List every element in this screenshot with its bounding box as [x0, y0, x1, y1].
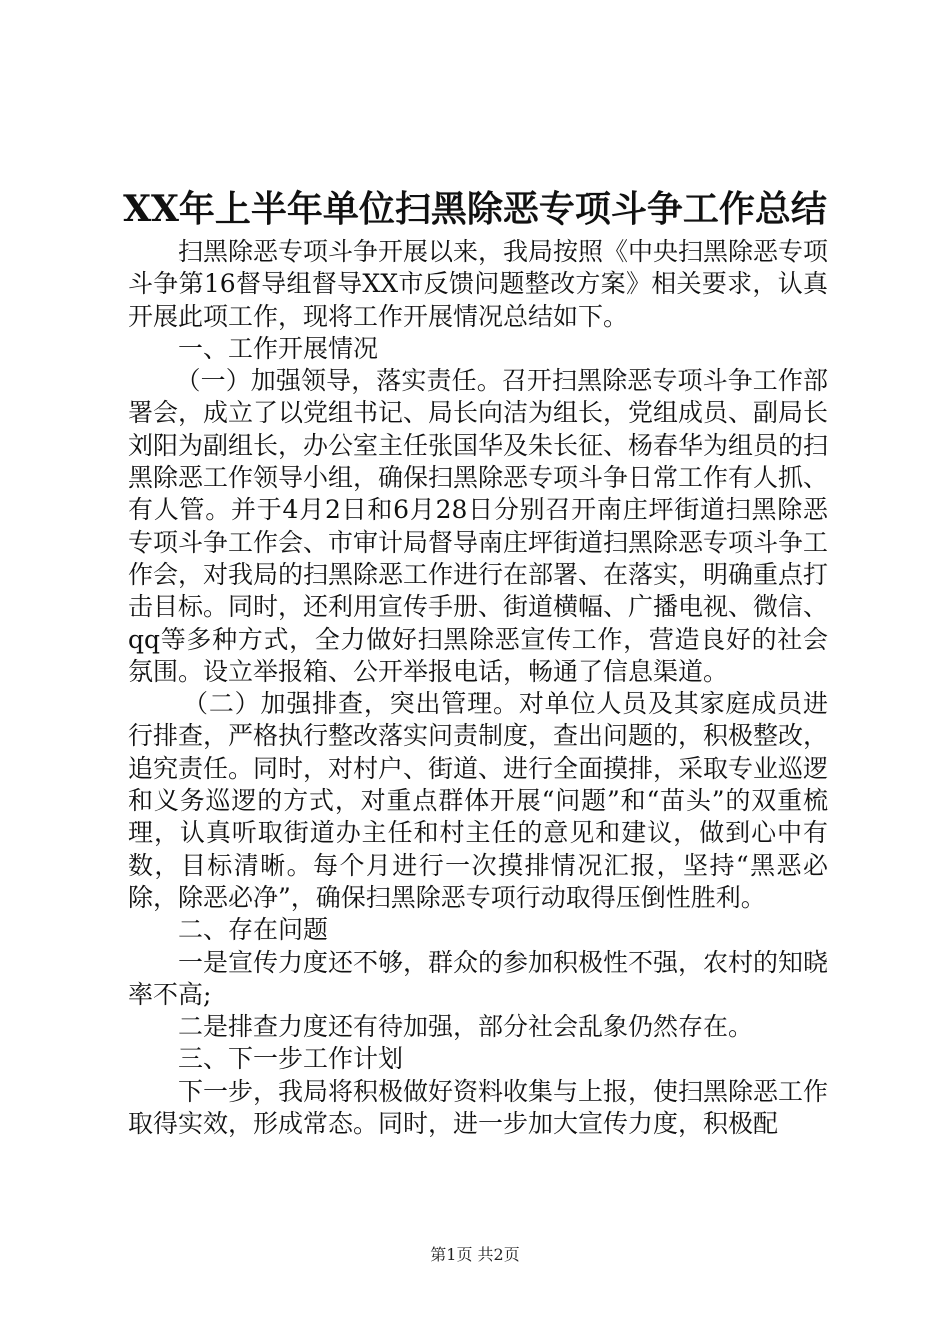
- paragraph-intro: 扫黑除恶专项斗争开展以来，我局按照《中央扫黑除恶专项斗争第16督导组督导XX市反馈问题整改方案》相关要求，认真开展此项工作，现将工作开展情况总结如下。: [128, 237, 829, 331]
- section-heading-3: 三、下一步工作计划: [178, 1044, 404, 1074]
- paragraph-inspection: （二）加强排查，突出管理。对单位人员及其家庭成员进行排查，严格执行整改落实问责制度，查出问题的，积极整改，追究责任。同时，对村户、街道、进行全面摸排，采取专业巡逻和义务巡逻的方式，对重点群体开展“问题”和“苗头”的双重梳理，认真听取街道办主任和村主任的意见和建议，做到心中有数，目标清晰。每个月进行一次摸排情况汇报，坚持“黑恶必除，除恶必净”，确保扫黑除恶专项行动取得压倒性胜利。: [128, 689, 829, 912]
- paragraph-problem-2: 二是排查力度还有待加强，部分社会乱象仍然存在。: [178, 1012, 754, 1042]
- section-heading-1: 一、工作开展情况: [178, 333, 379, 363]
- paragraph-leadership: （一）加强领导，落实责任。召开扫黑除恶专项斗争工作部署会，成立了以党组书记、局长向洁为组长，党组成员、副局长刘阳为副组长，办公室主任张国华及朱长征、杨春华为组员的扫黑除恶工作领导小组，确保扫黑除恶专项斗争日常工作有人抓、有人管。并于4月2日和6月28日分别召开南庄坪街道扫黑除恶专项斗争工作会、市审计局督导南庄坪街道扫黑除恶专项斗争工作会，对我局的扫黑除恶工作进行在部署、在落实，明确重点打击目标。同时，还利用宣传手册、街道横幅、广播电视、微信、qq等多种方式，全力做好扫黑除恶宣传工作，营造良好的社会氛围。设立举报箱、公开举报电话，畅通了信息渠道。: [128, 366, 829, 686]
- paragraph-problem-1: 一是宣传力度还不够，群众的参加积极性不强，农村的知晓率不高;: [128, 947, 829, 1009]
- page-footer: 第1页 共2页: [430, 1245, 520, 1264]
- section-heading-2: 二、存在问题: [178, 915, 329, 945]
- document-title: XX年上半年单位扫黑除恶专项斗争工作总结: [123, 188, 827, 230]
- paragraph-next-steps: 下一步，我局将积极做好资料收集与上报，使扫黑除恶工作取得实效，形成常态。同时，进一步加大宣传力度，积极配: [128, 1076, 829, 1139]
- document-body: [128, 236, 828, 1140]
